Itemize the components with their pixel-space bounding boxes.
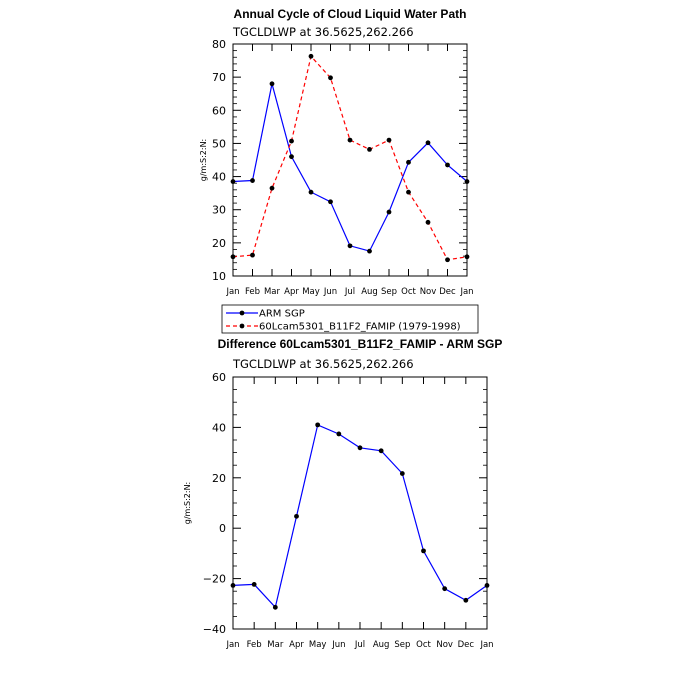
y-tick-label: 70 (212, 71, 226, 85)
x-tick-label: Feb (246, 640, 262, 650)
legend-label: ARM SGP (259, 308, 305, 320)
chart-subtitle: TGCLDLWP at 36.5625,262.266 (233, 25, 414, 39)
x-tick-label: Jun (323, 287, 338, 297)
y-tick-label: 60 (212, 371, 226, 384)
chart-title: Difference 60Lcam5301_B11F2_FAMIP - ARM SGP (217, 337, 503, 351)
series-line-1 (233, 56, 467, 259)
y-tick-label: 60 (212, 104, 226, 118)
data-point (328, 199, 333, 204)
data-point (406, 190, 411, 195)
data-point (465, 254, 470, 259)
x-tick-label: Feb (244, 287, 261, 297)
x-tick-label: Mar (267, 640, 284, 650)
data-point (348, 138, 353, 143)
x-tick-label: Jan (460, 287, 474, 297)
x-tick-label: Jan (226, 287, 240, 297)
x-tick-label: May (308, 640, 327, 650)
x-tick-label: May (302, 287, 320, 297)
data-point (465, 179, 470, 184)
y-tick-label: −40 (202, 623, 226, 636)
x-tick-label: Nov (419, 287, 437, 297)
bottom-chart (183, 337, 502, 650)
legend (222, 305, 478, 333)
data-point (336, 432, 341, 437)
y-tick-label: 40 (212, 170, 226, 184)
axis-ticks (212, 38, 474, 297)
y-tick-label: 0 (219, 522, 226, 536)
y-tick-label: 20 (212, 236, 226, 250)
x-tick-label: Apr (289, 640, 304, 650)
data-point (358, 445, 363, 450)
y-axis-label: g/m:S:2:N: (183, 481, 192, 525)
x-tick-label: Jan (226, 640, 240, 650)
x-tick-label: Mar (263, 287, 281, 297)
data-point (231, 583, 236, 588)
x-tick-label: Dec (457, 640, 475, 650)
data-point (485, 583, 490, 588)
x-tick-label: Oct (416, 640, 431, 650)
legend-marker (240, 324, 245, 329)
x-tick-label: Jul (354, 640, 366, 650)
x-tick-label: Apr (284, 287, 299, 297)
data-point (270, 81, 275, 86)
data-point (250, 253, 255, 258)
x-tick-label: Oct (401, 287, 416, 297)
data-point (367, 249, 372, 254)
data-point (231, 179, 236, 184)
data-point (315, 422, 320, 427)
data-point (406, 160, 411, 165)
x-tick-label: Jan (480, 640, 494, 650)
data-point (442, 586, 447, 591)
x-tick-label: Aug (361, 287, 378, 297)
data-point (367, 147, 372, 152)
y-tick-label: 50 (212, 137, 226, 151)
chart-subtitle: TGCLDLWP at 36.5625,262.266 (233, 357, 414, 371)
data-point (309, 54, 314, 59)
data-point (445, 163, 450, 168)
data-point (252, 582, 257, 587)
data-point (387, 210, 392, 215)
chart-title: Annual Cycle of Cloud Liquid Water Path (233, 7, 467, 21)
x-tick-label: Jul (344, 287, 356, 297)
x-tick-label: Aug (372, 640, 390, 650)
top-chart (199, 7, 474, 297)
data-point (426, 220, 431, 225)
x-tick-label: Sep (380, 287, 398, 297)
data-point (379, 448, 384, 453)
data-point (445, 257, 450, 262)
y-tick-label: −20 (202, 572, 226, 586)
legend-marker (240, 311, 245, 316)
y-tick-label: 80 (212, 38, 226, 51)
series-line-0 (233, 425, 487, 607)
y-tick-label: 30 (212, 203, 226, 217)
series-layer (231, 422, 490, 609)
y-tick-label: 20 (212, 471, 226, 485)
series-line-0 (233, 84, 467, 251)
data-point (289, 154, 294, 159)
x-tick-label: Jun (332, 640, 346, 650)
data-point (328, 75, 333, 80)
data-point (463, 598, 468, 603)
x-tick-label: Dec (439, 287, 456, 297)
data-point (294, 514, 299, 519)
data-point (309, 190, 314, 195)
series-layer (231, 54, 470, 262)
data-point (231, 254, 236, 259)
legend-item-model (226, 322, 461, 333)
data-point (387, 138, 392, 143)
data-point (421, 548, 426, 553)
data-point (250, 178, 255, 183)
data-point (426, 140, 431, 145)
plot-frame (233, 44, 467, 276)
data-point (348, 243, 353, 248)
data-point (270, 186, 275, 191)
x-tick-label: Sep (394, 640, 411, 650)
data-point (400, 471, 405, 476)
axis-ticks (203, 371, 494, 650)
y-tick-label: 10 (212, 270, 226, 283)
legend-label: 60Lcam5301_B11F2_FAMIP (1979-1998) (259, 321, 461, 333)
y-tick-label: 40 (212, 421, 226, 435)
x-tick-label: Nov (436, 640, 453, 650)
y-axis-label: g/m:S:2:N: (199, 138, 208, 182)
data-point (273, 605, 278, 610)
data-point (289, 139, 294, 144)
